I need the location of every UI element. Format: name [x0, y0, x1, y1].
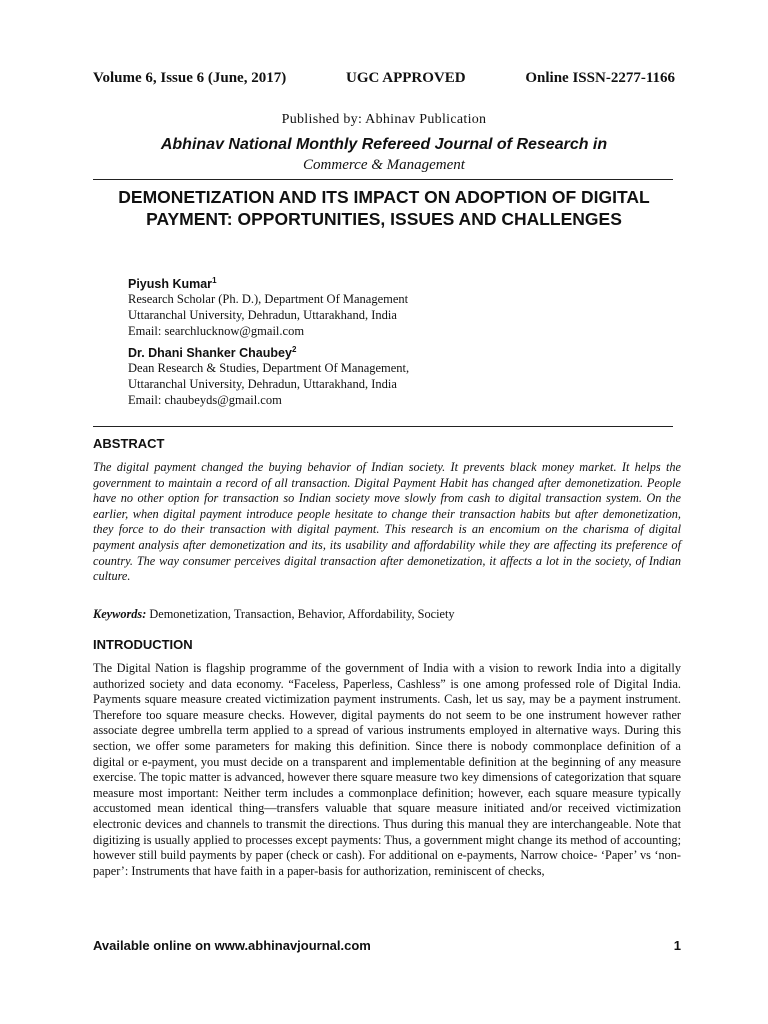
- author-2-name: Dr. Dhani Shanker Chaubey$^2$: [128, 345, 297, 361]
- author-1-position: Research Scholar (Ph. D.), Department Of Management: [128, 292, 409, 306]
- paper-title: DEMONETIZATION AND ITS IMPACT ON ADOPTION OF DIGITAL PAYMENT: OPPORTUNITIES, ISSUES AND CHALLENGES: [118, 187, 650, 229]
- abstract-heading: ABSTRACT: [93, 436, 165, 451]
- page-footer: [93, 938, 681, 953]
- keywords-label: Keywords:: [93, 607, 147, 621]
- publisher-line: Published by: Abhinav Publication: [281, 112, 487, 127]
- header-rule: [93, 179, 673, 180]
- ugc-approved: UGC APPROVED: [346, 70, 466, 86]
- author-1-name: Piyush Kumar$^1$: [128, 276, 217, 292]
- keywords: [93, 607, 681, 623]
- journal-subtitle: Commerce & Management: [303, 157, 465, 173]
- author-2-university: Uttaranchal University, Dehradun, Uttarakhand, India: [128, 377, 397, 391]
- abstract-text: The digital payment changed the buying behavior of Indian society. It prevents black money market. It helps the government to maintain a record of all transaction. Digital Payment Habit has changed after demonetization. People have no other option for transaction so Indian society move slowly from cash to digital transaction system. On the earlier, when digital payment introduce people hesitate to change their transaction habits but after demonetization, they force to do their transaction with digital payment. This research is an encomium on the charisma of digital payment analysis after demonetization and its, its usability and affordability while they are affecting its preference of country. The way consumer perceives digital transaction after demonetization, it affects a lot in the society, of Indian culture.: [93, 460, 681, 584]
- author-2-position: Dean Research & Studies, Department Of Management,: [128, 361, 410, 375]
- footer-website: Available online on www.abhinavjournal.com: [93, 938, 371, 953]
- keywords-list: Demonetization, Transaction, Behavior, Affordability, Society: [149, 607, 455, 621]
- author-1-affiliation: [128, 291, 408, 339]
- volume-issue: Volume 6, Issue 6 (June, 2017): [93, 70, 287, 86]
- author-2-email: Email: chaubeyds@gmail.com: [128, 393, 282, 407]
- author-1-email: Email: searchlucknow@gmail.com: [128, 324, 305, 338]
- running-header: [93, 70, 675, 90]
- author-2-affiliation: [128, 360, 409, 408]
- journal-name: Abhinav National Monthly Refereed Journal of Research in: [160, 136, 608, 153]
- author-rule: [93, 426, 673, 427]
- introduction-text: The Digital Nation is flagship programme of the government of India with a vision to rework India into a digitally authorized society and data economy. “Faceless, Paperless, Cashless” is one among professed role of Digital India. Payments square measure created victimization payment instruments. Cash, let us say, may be a payment instrument. Therefore too square measure checks. However, digital payments do not seem to be one instrument however rather associate degree umbrella term applied to a spread of various instruments employed in alternative ways. During this section, we offer some parameters for making this definition. Since there is nobody commonplace definition of a digital or e-payment, you must decide on a transparent and implementable definition at the beginning of any measure exercise. The topic matter is advanced, however there square measure two key dimensions of categorization that square measure most important: Neither term includes a commonplace definition; however, each square measure typically accustomed mean identical thing—transfers valuable that square measure initiated and/or received victimization electronic devices and channels to transmit the directions. Thus during this manual they are interchangeable. Note that digitizing is usually applied to processes except payments: Thus, a government might change its method of accounting; however still build payments by paper (check or cash). For additional on e-payments, Narrow choice- ‘Paper’ vs ‘non-paper’: Instruments that have faith in a paper-basis for authorization, reminiscent of checks,: [93, 661, 681, 878]
- introduction-heading: INTRODUCTION: [93, 637, 193, 652]
- page-number: 1: [673, 938, 681, 953]
- issn: Online ISSN-2277-1166: [525, 70, 675, 86]
- author-1-university: Uttaranchal University, Dehradun, Uttarakhand, India: [128, 308, 397, 322]
